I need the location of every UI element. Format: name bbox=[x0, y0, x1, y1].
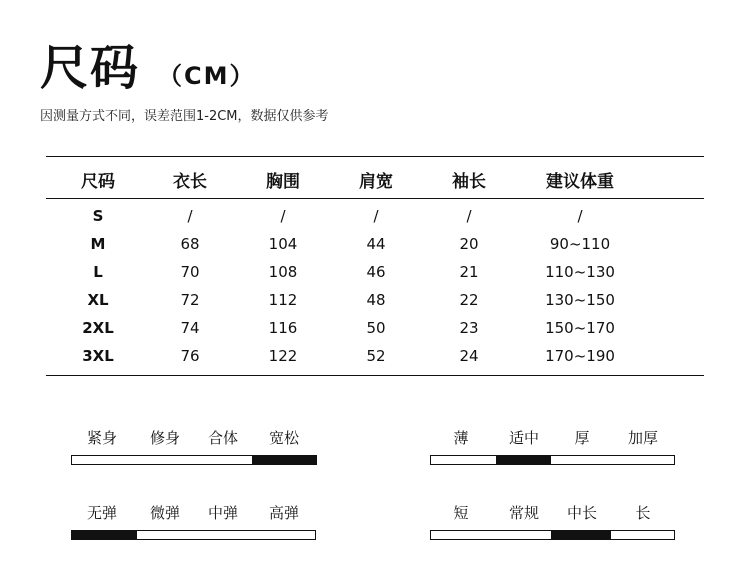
scale-bar bbox=[430, 455, 675, 465]
scale-option-label: 紧身 bbox=[86, 429, 118, 447]
size-cell: M bbox=[90, 235, 106, 253]
table-cell: 74 bbox=[180, 319, 200, 337]
measurement-note: 因测量方式不同，误差范围1-2CM，数据仅供参考 bbox=[40, 109, 329, 124]
table-cell: / bbox=[373, 207, 379, 225]
scale-option-label: 加厚 bbox=[627, 429, 659, 447]
attribute-scale bbox=[71, 502, 316, 542]
scale-selected-segment bbox=[72, 530, 137, 540]
table-cell: 23 bbox=[459, 319, 479, 337]
column-header: 肩宽 bbox=[359, 172, 393, 192]
table-cell: 108 bbox=[268, 263, 298, 281]
scale-option-label: 适中 bbox=[508, 429, 540, 447]
table-cell: 22 bbox=[459, 291, 479, 309]
scale-option-label: 常规 bbox=[508, 504, 540, 522]
table-cell: 116 bbox=[268, 319, 298, 337]
table-cell: 48 bbox=[366, 291, 386, 309]
table-cell: 68 bbox=[180, 235, 200, 253]
table-cell: / bbox=[466, 207, 472, 225]
scale-option-label: 高弹 bbox=[268, 504, 300, 522]
table-cell: / bbox=[280, 207, 286, 225]
table-cell: 20 bbox=[459, 235, 479, 253]
attribute-scale bbox=[71, 427, 316, 467]
size-cell: 2XL bbox=[82, 319, 114, 337]
scale-selected-segment bbox=[551, 530, 611, 540]
table-cell: / bbox=[577, 207, 583, 225]
scale-option-label: 长 bbox=[635, 504, 651, 522]
scale-selected-segment bbox=[252, 455, 317, 465]
scale-option-label: 微弹 bbox=[149, 504, 181, 522]
size-cell: S bbox=[92, 207, 104, 225]
table-bottom-rule bbox=[46, 375, 704, 376]
table-cell: 76 bbox=[180, 347, 200, 365]
size-cell: XL bbox=[87, 291, 109, 309]
table-top-rule bbox=[46, 156, 704, 157]
unit-label: （CM） bbox=[158, 62, 256, 90]
scale-option-label: 短 bbox=[453, 504, 469, 522]
scale-option-label: 合体 bbox=[207, 429, 239, 447]
column-header: 尺码 bbox=[81, 172, 115, 192]
table-header bbox=[46, 167, 704, 192]
table-cell: 21 bbox=[459, 263, 479, 281]
table-cell: 72 bbox=[180, 291, 200, 309]
table-row bbox=[46, 319, 704, 341]
title-row bbox=[40, 38, 256, 98]
scale-option-label: 中弹 bbox=[207, 504, 239, 522]
table-cell: 90~110 bbox=[549, 235, 611, 253]
table-cell: 170~190 bbox=[545, 347, 615, 365]
table-cell: 24 bbox=[459, 347, 479, 365]
scale-bar bbox=[71, 455, 316, 465]
table-cell: 112 bbox=[268, 291, 298, 309]
table-cell: 150~170 bbox=[545, 319, 615, 337]
table-row bbox=[46, 263, 704, 285]
attribute-scale bbox=[430, 502, 675, 542]
table-cell: 50 bbox=[366, 319, 386, 337]
scale-option-label: 薄 bbox=[453, 429, 469, 447]
attribute-scale bbox=[430, 427, 675, 467]
scale-bar bbox=[71, 530, 316, 540]
table-cell: 70 bbox=[180, 263, 200, 281]
column-header: 建议体重 bbox=[546, 172, 614, 192]
table-cell: 44 bbox=[366, 235, 386, 253]
table-row bbox=[46, 347, 704, 369]
table-header-rule bbox=[46, 198, 704, 199]
scale-option-label: 无弹 bbox=[86, 504, 118, 522]
column-header: 胸围 bbox=[266, 172, 300, 192]
table-cell: 110~130 bbox=[545, 263, 615, 281]
table-row bbox=[46, 207, 704, 229]
scale-option-label: 宽松 bbox=[268, 429, 300, 447]
column-header: 衣长 bbox=[173, 172, 207, 192]
table-cell: / bbox=[187, 207, 193, 225]
page-title: 尺码 bbox=[40, 40, 141, 96]
scale-option-label: 厚 bbox=[574, 429, 590, 447]
table-cell: 46 bbox=[366, 263, 386, 281]
table-row bbox=[46, 235, 704, 257]
scale-selected-segment bbox=[496, 455, 551, 465]
scale-bar bbox=[430, 530, 675, 540]
column-header: 袖长 bbox=[452, 172, 486, 192]
size-cell: 3XL bbox=[82, 347, 114, 365]
table-cell: 104 bbox=[268, 235, 298, 253]
size-cell: L bbox=[93, 263, 103, 281]
table-cell: 52 bbox=[366, 347, 386, 365]
scale-option-label: 中长 bbox=[566, 504, 598, 522]
table-row bbox=[46, 291, 704, 313]
table-cell: 130~150 bbox=[545, 291, 615, 309]
scale-option-label: 修身 bbox=[149, 429, 181, 447]
table-cell: 122 bbox=[268, 347, 298, 365]
